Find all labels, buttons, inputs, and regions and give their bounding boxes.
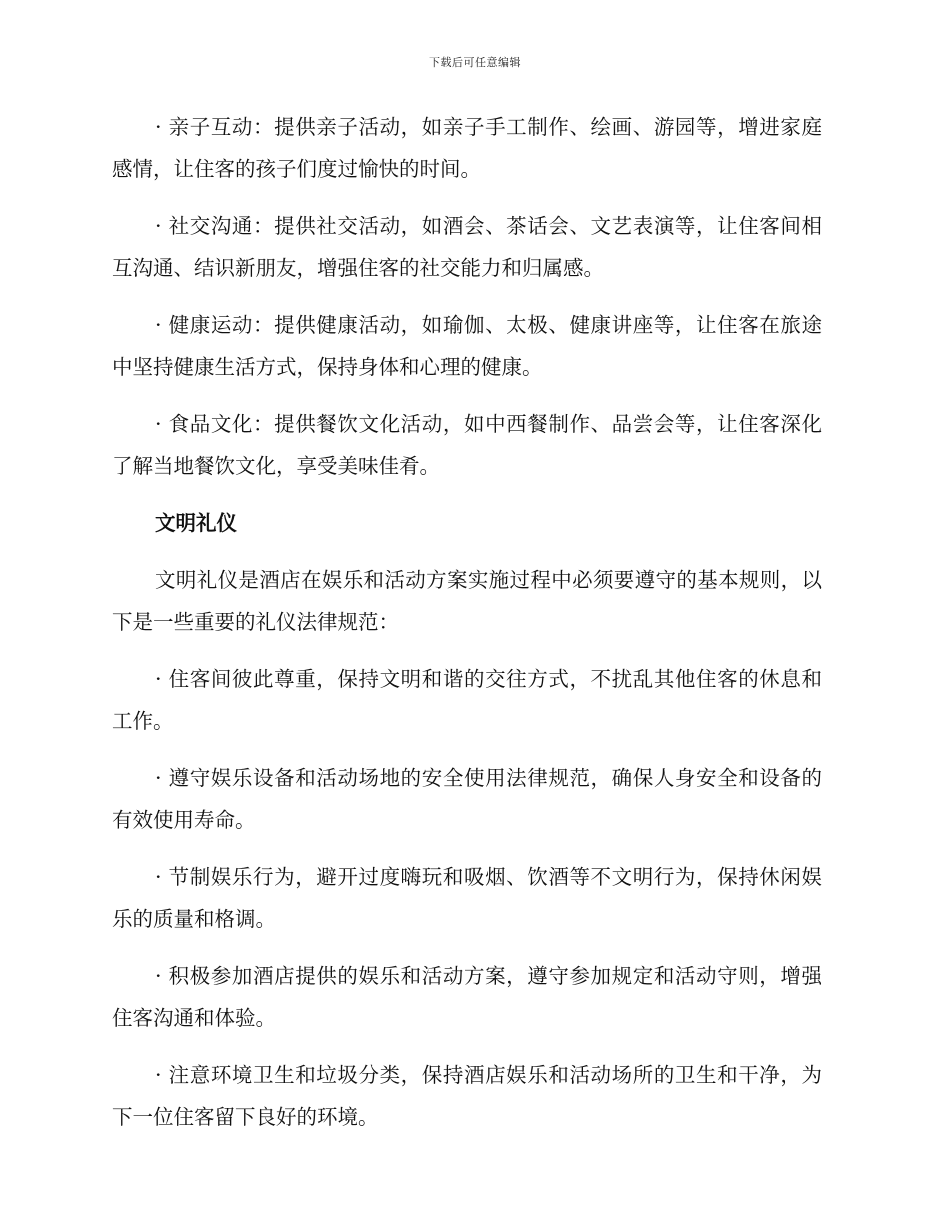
etiquette-item-participation: · 积极参加酒店提供的娱乐和活动方案，遵守参加规定和活动守则，增强住客沟通和体验。 [112, 964, 822, 1030]
document-body [112, 106, 822, 1153]
section-intro: 文明礼仪是酒店在娱乐和活动方案实施过程中必须要遵守的基本规则，以下是一些重要的礼仪法律规范： [112, 568, 822, 634]
section-heading: 文明礼仪 [155, 511, 237, 535]
activity-item-health: · 健康运动：提供健康活动，如瑜伽、太极、健康讲座等，让住客在旅途中坚持健康生活方式，保持身体和心理的健康。 [112, 313, 822, 379]
activity-item-food-culture: · 食品文化：提供餐饮文化活动，如中西餐制作、品尝会等，让住客深化了解当地餐饮文化，享受美味佳肴。 [112, 412, 822, 478]
etiquette-item-hygiene: · 注意环境卫生和垃圾分类，保持酒店娱乐和活动场所的卫生和干净，为下一位住客留下良好的环境。 [112, 1063, 822, 1129]
activity-item-social: · 社交沟通：提供社交活动，如酒会、茶话会、文艺表演等，让住客间相互沟通、结识新朋友，增强住客的社交能力和归属感。 [112, 214, 822, 280]
etiquette-item-safety: · 遵守娱乐设备和活动场地的安全使用法律规范，确保人身安全和设备的有效使用寿命。 [112, 766, 822, 832]
etiquette-item-respect: · 住客间彼此尊重，保持文明和谐的交往方式，不扰乱其他住客的休息和工作。 [112, 667, 822, 733]
etiquette-item-moderation: · 节制娱乐行为，避开过度嗨玩和吸烟、饮酒等不文明行为，保持休闲娱乐的质量和格调。 [112, 865, 822, 931]
page-header: 下载后可任意编辑 [429, 56, 521, 69]
activity-item-parent-child: · 亲子互动：提供亲子活动，如亲子手工制作、绘画、游园等，增进家庭感情，让住客的孩子们度过愉快的时间。 [112, 115, 822, 181]
